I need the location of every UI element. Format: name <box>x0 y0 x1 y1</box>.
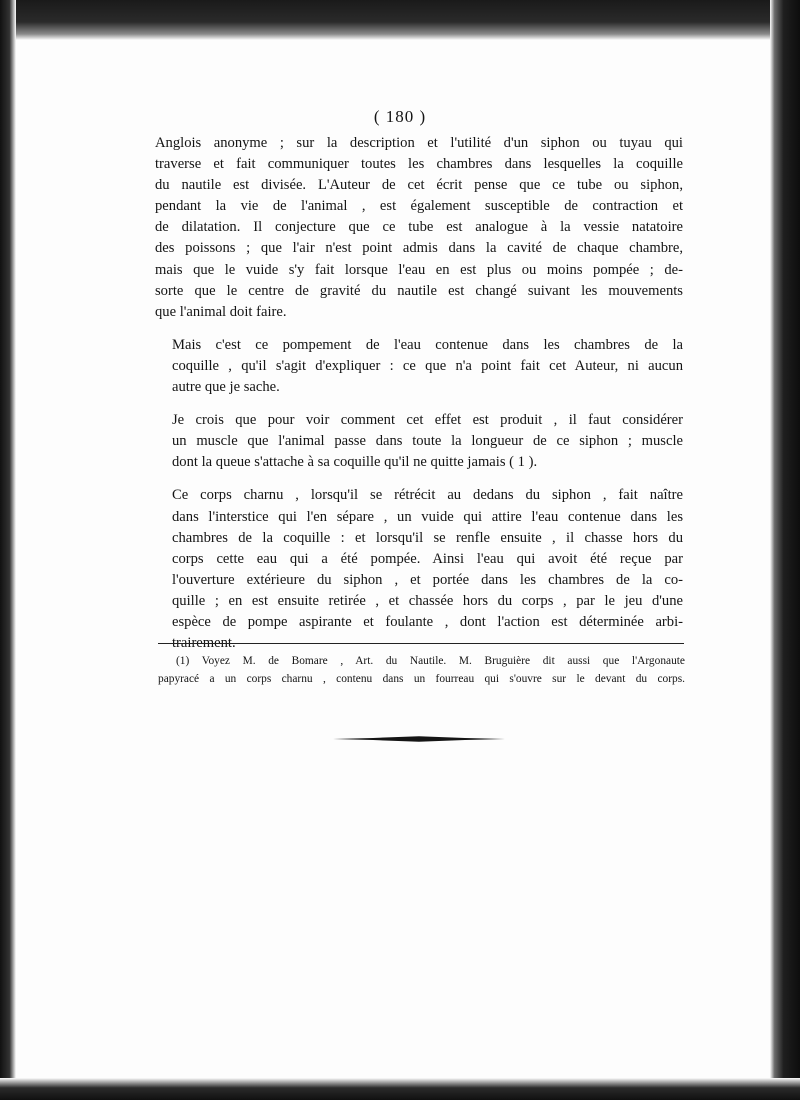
paragraph-1 <box>155 133 683 323</box>
text-line: Anglois anonyme ; sur la description et l'utilité d'un siphon ou tuyau qui <box>155 135 683 151</box>
scan-border-left <box>0 0 16 1100</box>
text-line: espèce de pompe aspirante et foulante , dont l'action est déterminée arbi- <box>172 613 683 630</box>
paragraph-4 <box>155 485 683 654</box>
text-line: trairement. <box>172 635 236 652</box>
text-line: autre que je sache. <box>172 379 280 396</box>
footnote-line: papyracé a un corps charnu , contenu dans un fourreau qui s'ouvre sur le devant du corps. <box>158 673 685 685</box>
text-line: des poissons ; que l'air n'est point admis dans la cavité de chaque chambre, <box>155 240 683 257</box>
scan-border-bottom <box>0 1078 800 1100</box>
text-line: l'ouverture extérieure du siphon , et portée dans les chambres de la co- <box>172 571 683 588</box>
footnote <box>158 652 685 688</box>
page-number: ( 180 ) <box>373 107 427 126</box>
text-line: coquille , qu'il s'agit d'expliquer : ce que n'a point fait cet Auteur, ni aucun <box>172 357 683 374</box>
text-line: dont la queue s'attache à sa coquille qu'il ne quitte jamais ( 1 ). <box>172 454 538 471</box>
text-line: quille ; en est ensuite retirée , et chassée hors du corps , par le jeu d'une <box>172 592 683 609</box>
end-ornament-rule <box>333 735 505 743</box>
paragraph-3 <box>155 410 683 473</box>
text-line: de dilatation. Il conjecture que ce tube est analogue à la vessie natatoire <box>155 219 683 236</box>
footnote-divider <box>158 643 684 644</box>
scan-border-right <box>770 0 800 1100</box>
text-line: sorte que le centre de gravité du nautile est changé suivant les mouvements <box>155 282 683 299</box>
text-line: Mais c'est ce pompement de l'eau contenue dans les chambres de la <box>172 336 683 353</box>
text-line: mais que le vuide s'y fait lorsque l'eau en est plus ou moins pompée ; de- <box>155 261 683 278</box>
text-line: traverse et fait communiquer toutes les chambres dans lesquelles la coquille <box>155 156 683 173</box>
text-line: dans l'interstice qui l'en sépare , un vuide qui attire l'eau contenue dans les <box>172 508 683 525</box>
text-line: chambres de la coquille : et lorsqu'il se renfle ensuite , il chasse hors du <box>172 529 683 546</box>
scan-border-top <box>0 0 800 40</box>
text-line: Ce corps charnu , lorsqu'il se rétrécit au dedans du siphon , fait naître <box>172 487 683 504</box>
text-line: un muscle que l'animal passe dans toute la longueur de ce siphon ; muscle <box>172 433 683 450</box>
text-line: que l'animal doit faire. <box>155 303 287 320</box>
text-line: pendant la vie de l'animal , est également susceptible de contraction et <box>155 198 683 215</box>
paragraph-2 <box>155 335 683 398</box>
text-line: du nautile est divisée. L'Auteur de cet écrit pense que ce tube ou siphon, <box>155 177 683 194</box>
main-text <box>155 133 683 666</box>
text-line: corps cette eau qui a été pompée. Ainsi l'eau qui avoit été reçue par <box>172 550 683 567</box>
text-line: Je crois que pour voir comment cet effet est produit , il faut considérer <box>172 412 683 429</box>
footnote-line: (1) Voyez M. de Bomare , Art. du Nautile. M. Bruguière dit aussi que l'Argonaute <box>176 655 685 667</box>
